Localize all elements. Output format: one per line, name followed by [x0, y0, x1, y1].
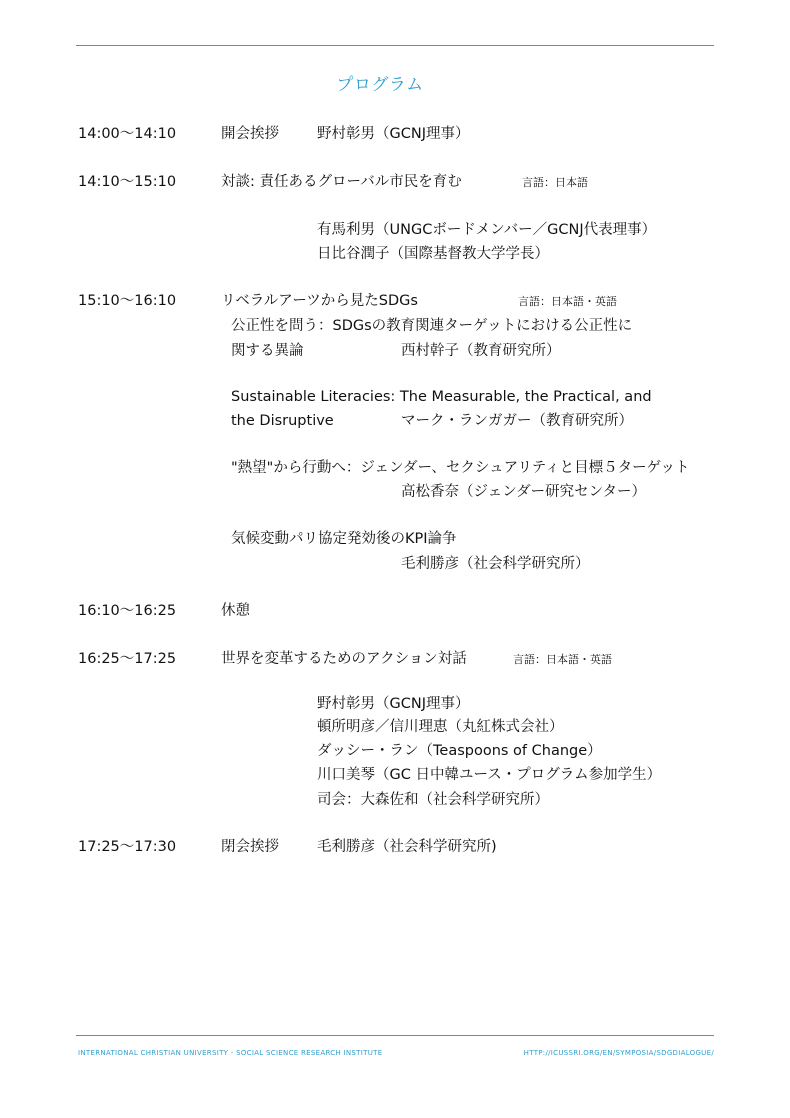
- talk-speaker: マーク・ランガガー（教育研究所）: [401, 413, 633, 429]
- dialogue-language: 言語：日本語: [522, 176, 588, 189]
- talk-speaker: 高松香奈（ジェンダー研究センター）: [401, 484, 647, 500]
- dialogue-speaker: 日比谷潤子（国際基督教大学学長）: [317, 246, 549, 262]
- action-language: 言語：日本語・英語: [513, 653, 612, 666]
- liberal-arts-title: リベラルアーツから見たSDGs: [221, 293, 418, 309]
- opening-speaker: 野村彰男（GCNJ理事）: [317, 126, 470, 142]
- break-title: 休憩: [221, 603, 250, 619]
- closing-time: 17:25〜17:30: [78, 839, 177, 855]
- action-speaker: ダッシー・ラン（Teaspoons of Change）: [317, 743, 602, 759]
- dialogue-title: 対談: 責任あるグローバル市民を育む: [221, 174, 462, 190]
- footer-rule: [76, 1035, 714, 1036]
- closing-speaker: 毛利勝彦（社会科学研究所): [317, 839, 497, 855]
- opening-title: 開会挨拶: [221, 126, 279, 142]
- action-time: 16:25〜17:25: [78, 651, 177, 667]
- page-title: プログラム: [336, 75, 424, 95]
- action-speaker: 頓所明彦／信川理恵（丸紅株式会社）: [317, 719, 564, 735]
- talk-speaker: 毛利勝彦（社会科学研究所）: [401, 556, 590, 572]
- header-rule: [76, 45, 714, 46]
- talk-title-cont: 関する異論: [231, 343, 304, 359]
- footer-institution: INTERNATIONAL CHRISTIAN UNIVERSITY - SOCIAL SCIENCE RESEARCH INSTITUTE: [78, 1049, 383, 1057]
- break-time: 16:10〜16:25: [78, 603, 177, 619]
- liberal-arts-language: 言語：日本語・英語: [518, 295, 617, 308]
- action-moderator: 司会：大森佐和（社会科学研究所）: [317, 792, 549, 808]
- action-speaker: 川口美琴（GC 日中韓ユース・プログラム参加学生）: [317, 767, 662, 783]
- action-speaker: 野村彰男（GCNJ理事）: [317, 696, 470, 712]
- talk-title-cont: the Disruptive: [231, 413, 334, 429]
- talk-speaker: 西村幹子（教育研究所）: [401, 343, 561, 359]
- talk-title: "熱望"から行動へ：ジェンダー、セクシュアリティと目標５ターゲット: [231, 460, 690, 476]
- dialogue-speaker: 有馬利男（UNGCボードメンバー／GCNJ代表理事）: [317, 222, 657, 238]
- talk-title: 公正性を問う：SDGsの教育関連ターゲットにおける公正性に: [231, 318, 633, 334]
- talk-title: 気候変動パリ協定発効後のKPI論争: [231, 531, 457, 547]
- dialogue-time: 14:10〜15:10: [78, 174, 177, 190]
- footer-url[interactable]: HTTP://ICUSSRI.ORG/EN/SYMPOSIA/SDGDIALOGUE/: [523, 1049, 714, 1057]
- closing-title: 閉会挨拶: [221, 839, 279, 855]
- talk-title: Sustainable Literacies: The Measurable, the Practical, and: [231, 389, 652, 405]
- opening-time: 14:00〜14:10: [78, 126, 177, 142]
- action-title: 世界を変革するためのアクション対話: [221, 651, 467, 667]
- liberal-arts-time: 15:10〜16:10: [78, 293, 177, 309]
